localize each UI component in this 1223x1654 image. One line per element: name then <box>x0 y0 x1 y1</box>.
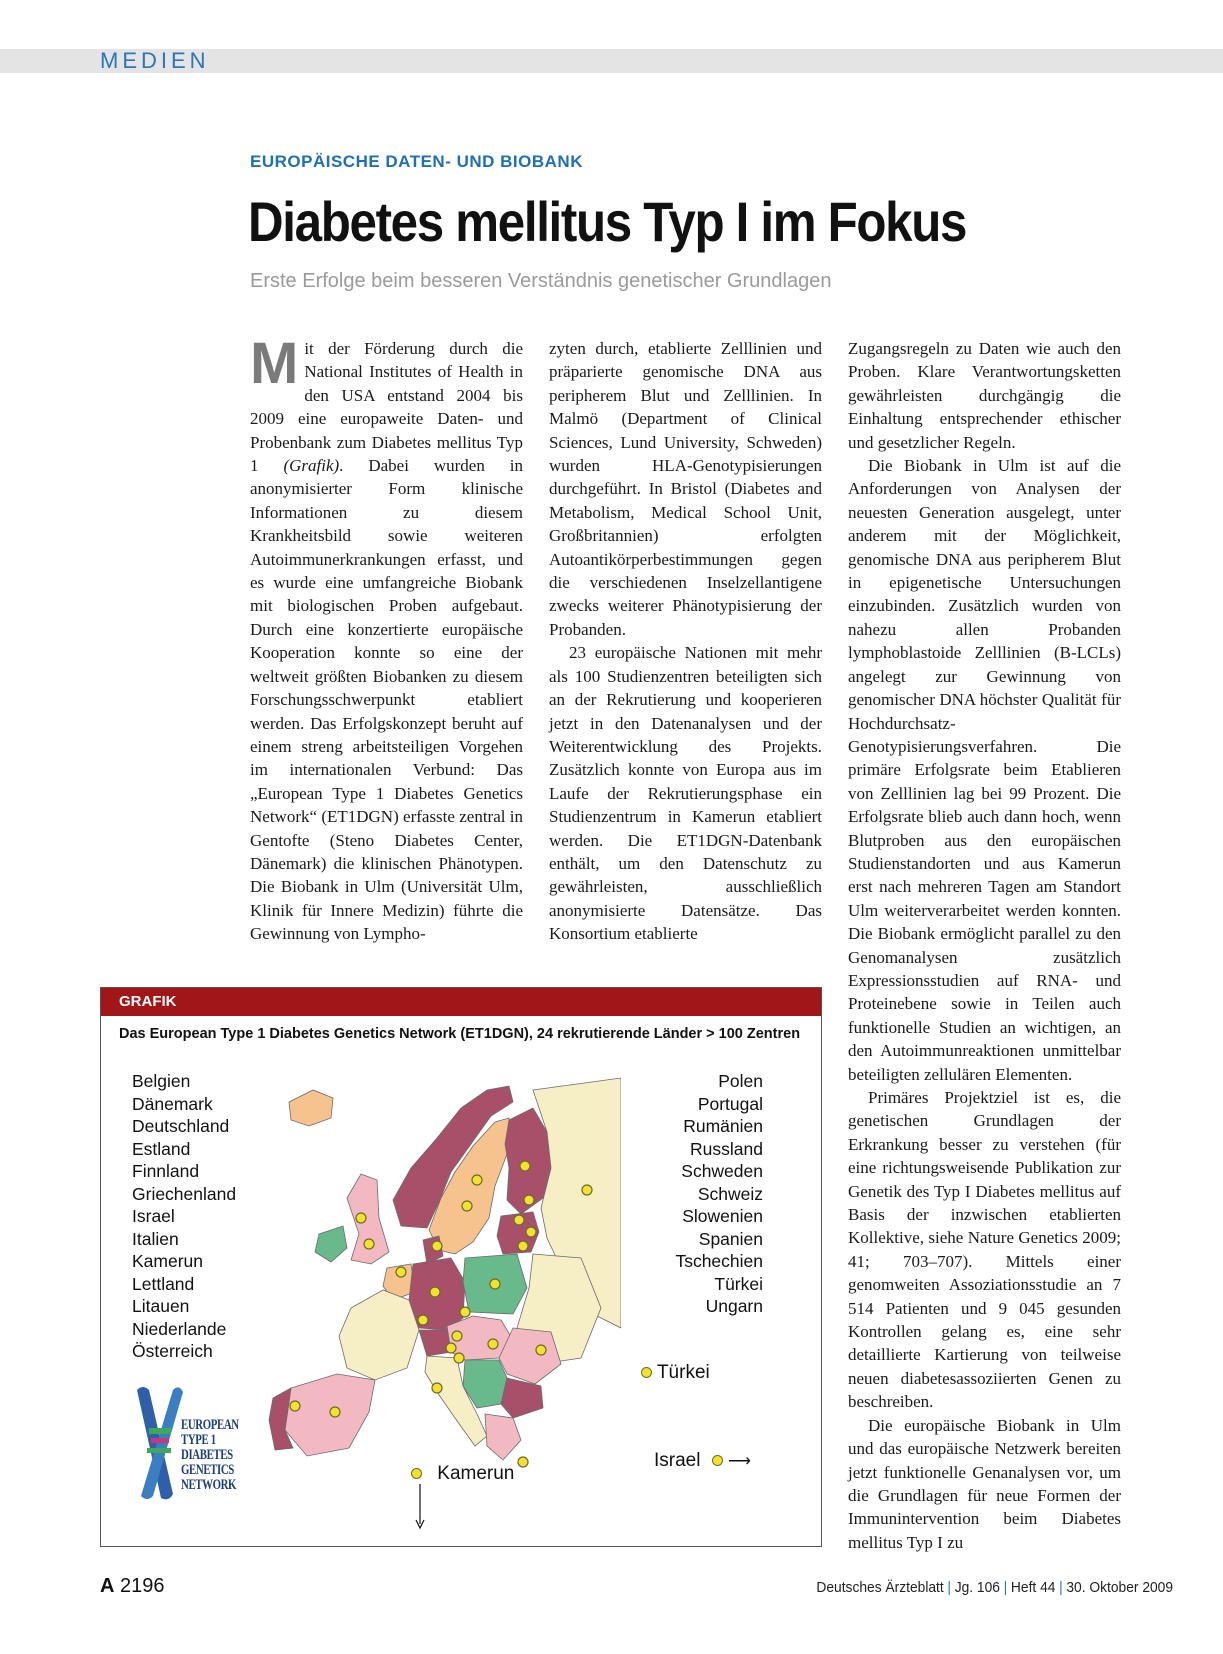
label-text: Türkei <box>656 1362 710 1383</box>
separator: | <box>1059 1579 1063 1596</box>
country-item: Rumänien <box>683 1116 763 1136</box>
center-dot <box>396 1267 406 1277</box>
center-dot <box>446 1343 456 1353</box>
country-item: Niederlande <box>132 1318 227 1339</box>
center-dot <box>518 1457 528 1467</box>
country-item: Deutschland <box>132 1116 230 1136</box>
country-item: Österreich <box>132 1341 213 1361</box>
center-dot <box>518 1241 528 1251</box>
center-dot <box>520 1161 530 1171</box>
label-text: Kamerun <box>437 1463 515 1484</box>
arrow-right-icon: ⟶ <box>728 1453 751 1470</box>
center-dot <box>582 1185 592 1195</box>
logo-line: GENETICS <box>181 1462 234 1478</box>
country-item: Slowenien <box>682 1206 763 1226</box>
separator: | <box>1003 1579 1008 1596</box>
center-dot <box>536 1345 546 1355</box>
center-dot <box>454 1353 464 1363</box>
paragraph: zyten durch, etablierte Zelllinien und präparierte genomische DNA aus peripherem Blut und Zelllinien. In Malmö (Department of Clinical Sciences, Lund University, Schweden) wurden HLA-Genotypisierungen durchgeführt. In Bristol (Diabetes and Metabolism, Medical School Unit, Großbritannien) erfolgten Autoantikörperbestimmungen gegen die verschiedenen Inselzellantigene zwecks weiterer Phänotypisierung der Probanden. <box>549 339 822 639</box>
figure-label: GRAFIK <box>119 993 177 1010</box>
paragraph: Die europäische Biobank in Ulm und das europäische Netzwerk bereiten jetzt funktionelle Genanalysen vor, um die Grundlagen für neue Formen der Immunintervention beim Diabetes mellitus Typ I zu <box>848 1415 1121 1552</box>
center-dot <box>330 1407 340 1417</box>
figure-reference: (Grafik) <box>283 456 340 476</box>
paragraph: Die Biobank in Ulm ist auf die Anforderungen von Analysen der neuesten Generation ausgelegt, unter anderem mit der Möglichkeit, genomische DNA aus peripherem Blut in epigenetische Untersuchungen einzubinden. Zusätzlich wurden von nahezu allen Probanden lymphoblastoide Zelllinien (B-LCLs) angelegt zur Gewinnung von genomischer DNA höchster Qualität für Hochdurchsatz-Genotypisierungsverfahren. Die primäre Erfolgsrate beim Etablieren von Zelllinien lag bei 99 Prozent. Die Erfolgsrate blieb auch dann hoch, wenn Blutproben aus den europäischen Studienstandorten und aus Kamerun erst nach mehreren Tagen am Standort Ulm weiterverarbeitet werden konnten. Die Biobank ermöglicht parallel zu den Genomanalysen zusätzlich Expressionsstudien auf RNA- und Proteinebene sowie in Teilen auch funktionelle Studien an wichtigen, an den Autoimmunreaktionen unmittelbar beteiligten zellulären Elementen. <box>848 456 1121 1084</box>
center-dot <box>488 1339 498 1349</box>
logo-line: EUROPEAN <box>181 1417 239 1433</box>
country-item: Schweden <box>681 1161 763 1181</box>
logo-line: TYPE 1 <box>181 1432 216 1448</box>
country-item: Spanien <box>698 1228 763 1249</box>
country-list-left <box>132 1070 236 1363</box>
country-item: Tschechien <box>675 1251 763 1271</box>
center-dot <box>356 1213 366 1223</box>
center-dot <box>514 1215 524 1225</box>
country-item: Estland <box>132 1138 191 1159</box>
europe-map <box>251 1068 621 1488</box>
country-item: Russland <box>690 1138 763 1159</box>
journal-issue: Heft 44 <box>1010 1579 1056 1596</box>
paragraph: 23 europäische Nationen mit mehr als 100 Studienzentren beteiligten sich an der Rekrutierung und kooperieren jetzt in den Datenanalysen und der Weiterentwicklung des Projekts. Zusätzlich konnte von Europa aus im Laufe der Rekrutierungsphase ein Studienzentrum in Kamerun etabliert werden. Die ET1DGN-Datenbank enthält, um den Datenschutz zu gewährleisten, ausschließlich anonymisierte Datensätze. Das Konsortium etablierte <box>549 643 822 944</box>
label-text: Israel <box>654 1450 701 1471</box>
paragraph: Zugangsregeln zu Daten wie auch den Proben. Klare Verantwortungsketten gewährleisten durchgängig die Einhaltung entsprechender ethischer und gesetzlicher Regeln. <box>848 339 1121 452</box>
country-item: Lettland <box>132 1273 195 1294</box>
label-turkei <box>641 1362 710 1384</box>
country-item: Dänemark <box>132 1093 213 1114</box>
separator: | <box>947 1579 952 1596</box>
country-item: Belgien <box>132 1071 191 1091</box>
country-list-right <box>631 1070 763 1318</box>
text-column-2 <box>549 337 822 946</box>
figure-box <box>100 987 822 1547</box>
journal-info <box>816 1579 1174 1596</box>
article-subtitle: Erste Erfolge beim besseren Verständnis genetischer Grundlagen <box>250 270 832 292</box>
chromosome-icon <box>129 1384 189 1504</box>
paragraph <box>250 331 523 946</box>
section-label: MEDIEN <box>100 48 210 73</box>
country-item: Litauen <box>132 1296 190 1316</box>
country-item: Kamerun <box>132 1251 204 1271</box>
article-kicker: EUROPÄISCHE DATEN- UND BIOBANK <box>250 152 583 171</box>
folio-prefix: A <box>100 1575 115 1597</box>
center-dot <box>432 1241 442 1251</box>
center-dot <box>462 1201 472 1211</box>
country-item: Finnland <box>132 1161 200 1181</box>
text-column-1 <box>250 331 523 946</box>
center-dot <box>418 1315 428 1325</box>
paragraph-text: it der Förderung durch die National Institutes of Health in den USA entstand 2004 bis 2009 eine europaweite Daten- und Probenbank zum Diabetes mellitus Typ 1 <box>250 339 523 476</box>
center-dot <box>364 1239 374 1249</box>
center-dot <box>460 1307 470 1317</box>
country-item: Italien <box>132 1228 179 1249</box>
center-dot <box>472 1175 482 1185</box>
label-israel <box>654 1450 751 1472</box>
folio-number: 2196 <box>120 1575 165 1597</box>
center-dot <box>432 1383 442 1393</box>
center-dot <box>452 1331 462 1341</box>
country-item: Israel <box>132 1206 175 1226</box>
center-dot <box>490 1279 500 1289</box>
logo-line: NETWORK <box>181 1477 237 1493</box>
country-item: Polen <box>718 1071 763 1091</box>
center-dot <box>524 1195 534 1205</box>
center-dot <box>526 1227 536 1237</box>
logo-text <box>181 1418 239 1493</box>
dot-icon <box>411 1468 422 1479</box>
center-dot <box>430 1287 440 1297</box>
center-dot <box>290 1401 300 1411</box>
paragraph-text: . Dabei wurden in anonymisierter Form klinische Informationen zu diesem Krankheitsbild sowie weiteren Autoimmunerkrankungen erfasst, und es wurde eine umfangreiche Biobank mit biologischen Proben aufgebaut. Durch eine konzertierte europäische Kooperation konnte so eine der weltweit größten Biobanken zu diesem Forschungsschwerpunkt etabliert werden. Das Erfolgskonzept beruht auf einem streng arbeitsteiligen Vorgehen im internationalen Verbund: Das „European Type 1 Diabetes Genetics Network“ (ET1DGN) erfasste zentral in Gentofte (Steno Diabetes Center, Dänemark) die klinischen Phänotypen. Die Biobank in Ulm (Universität Ulm, Klinik für Innere Medizin) führte die Gewinnung von Lympho- <box>250 456 523 944</box>
text-column-3 <box>848 337 1121 1554</box>
arrow-down-icon <box>413 1484 427 1530</box>
country-item: Portugal <box>697 1093 763 1114</box>
journal-date: 30. Oktober 2009 <box>1066 1579 1174 1596</box>
logo-line: DIABETES <box>181 1447 233 1463</box>
country-item: Griechenland <box>132 1183 237 1204</box>
journal-volume: Jg. 106 <box>954 1579 1000 1596</box>
dot-icon <box>641 1367 652 1378</box>
country-item: Schweiz <box>697 1183 763 1204</box>
figure-caption: Das European Type 1 Diabetes Genetics Network (ET1DGN), 24 rekrutierende Länder > 100 Zentren <box>119 1026 801 1042</box>
drop-cap: M <box>250 331 299 396</box>
country-item: Türkei <box>714 1273 763 1294</box>
country-item: Ungarn <box>705 1296 763 1316</box>
article-headline: Diabetes mellitus Typ I im Fokus <box>248 190 967 253</box>
figure-header <box>101 988 821 1016</box>
label-kamerun <box>411 1463 514 1485</box>
page-folio <box>100 1575 165 1598</box>
et1dgn-logo <box>129 1384 279 1506</box>
paragraph: Primäres Projektziel ist es, die genetischen Grundlagen der Erkrankung besser zu verstehen (für eine richtungsweisende Publikation zur Genetik des Typ I Diabetes mellitus auf Basis der inzwischen etablierten Kollektive, siehe Nature Genetics 2009; 41; 703–707). Mittels einer genomweiten Assoziationsstudie an 7 514 Patienten und 9 045 gesunden Kontrollen gelang es, eine sehr detaillierte Kartierung von teilweise neuen diabetesassoziierten Genen zu beschreiben. <box>848 1088 1121 1412</box>
dot-icon <box>712 1455 723 1466</box>
journal-name: Deutsches Ärzteblatt <box>816 1579 944 1596</box>
